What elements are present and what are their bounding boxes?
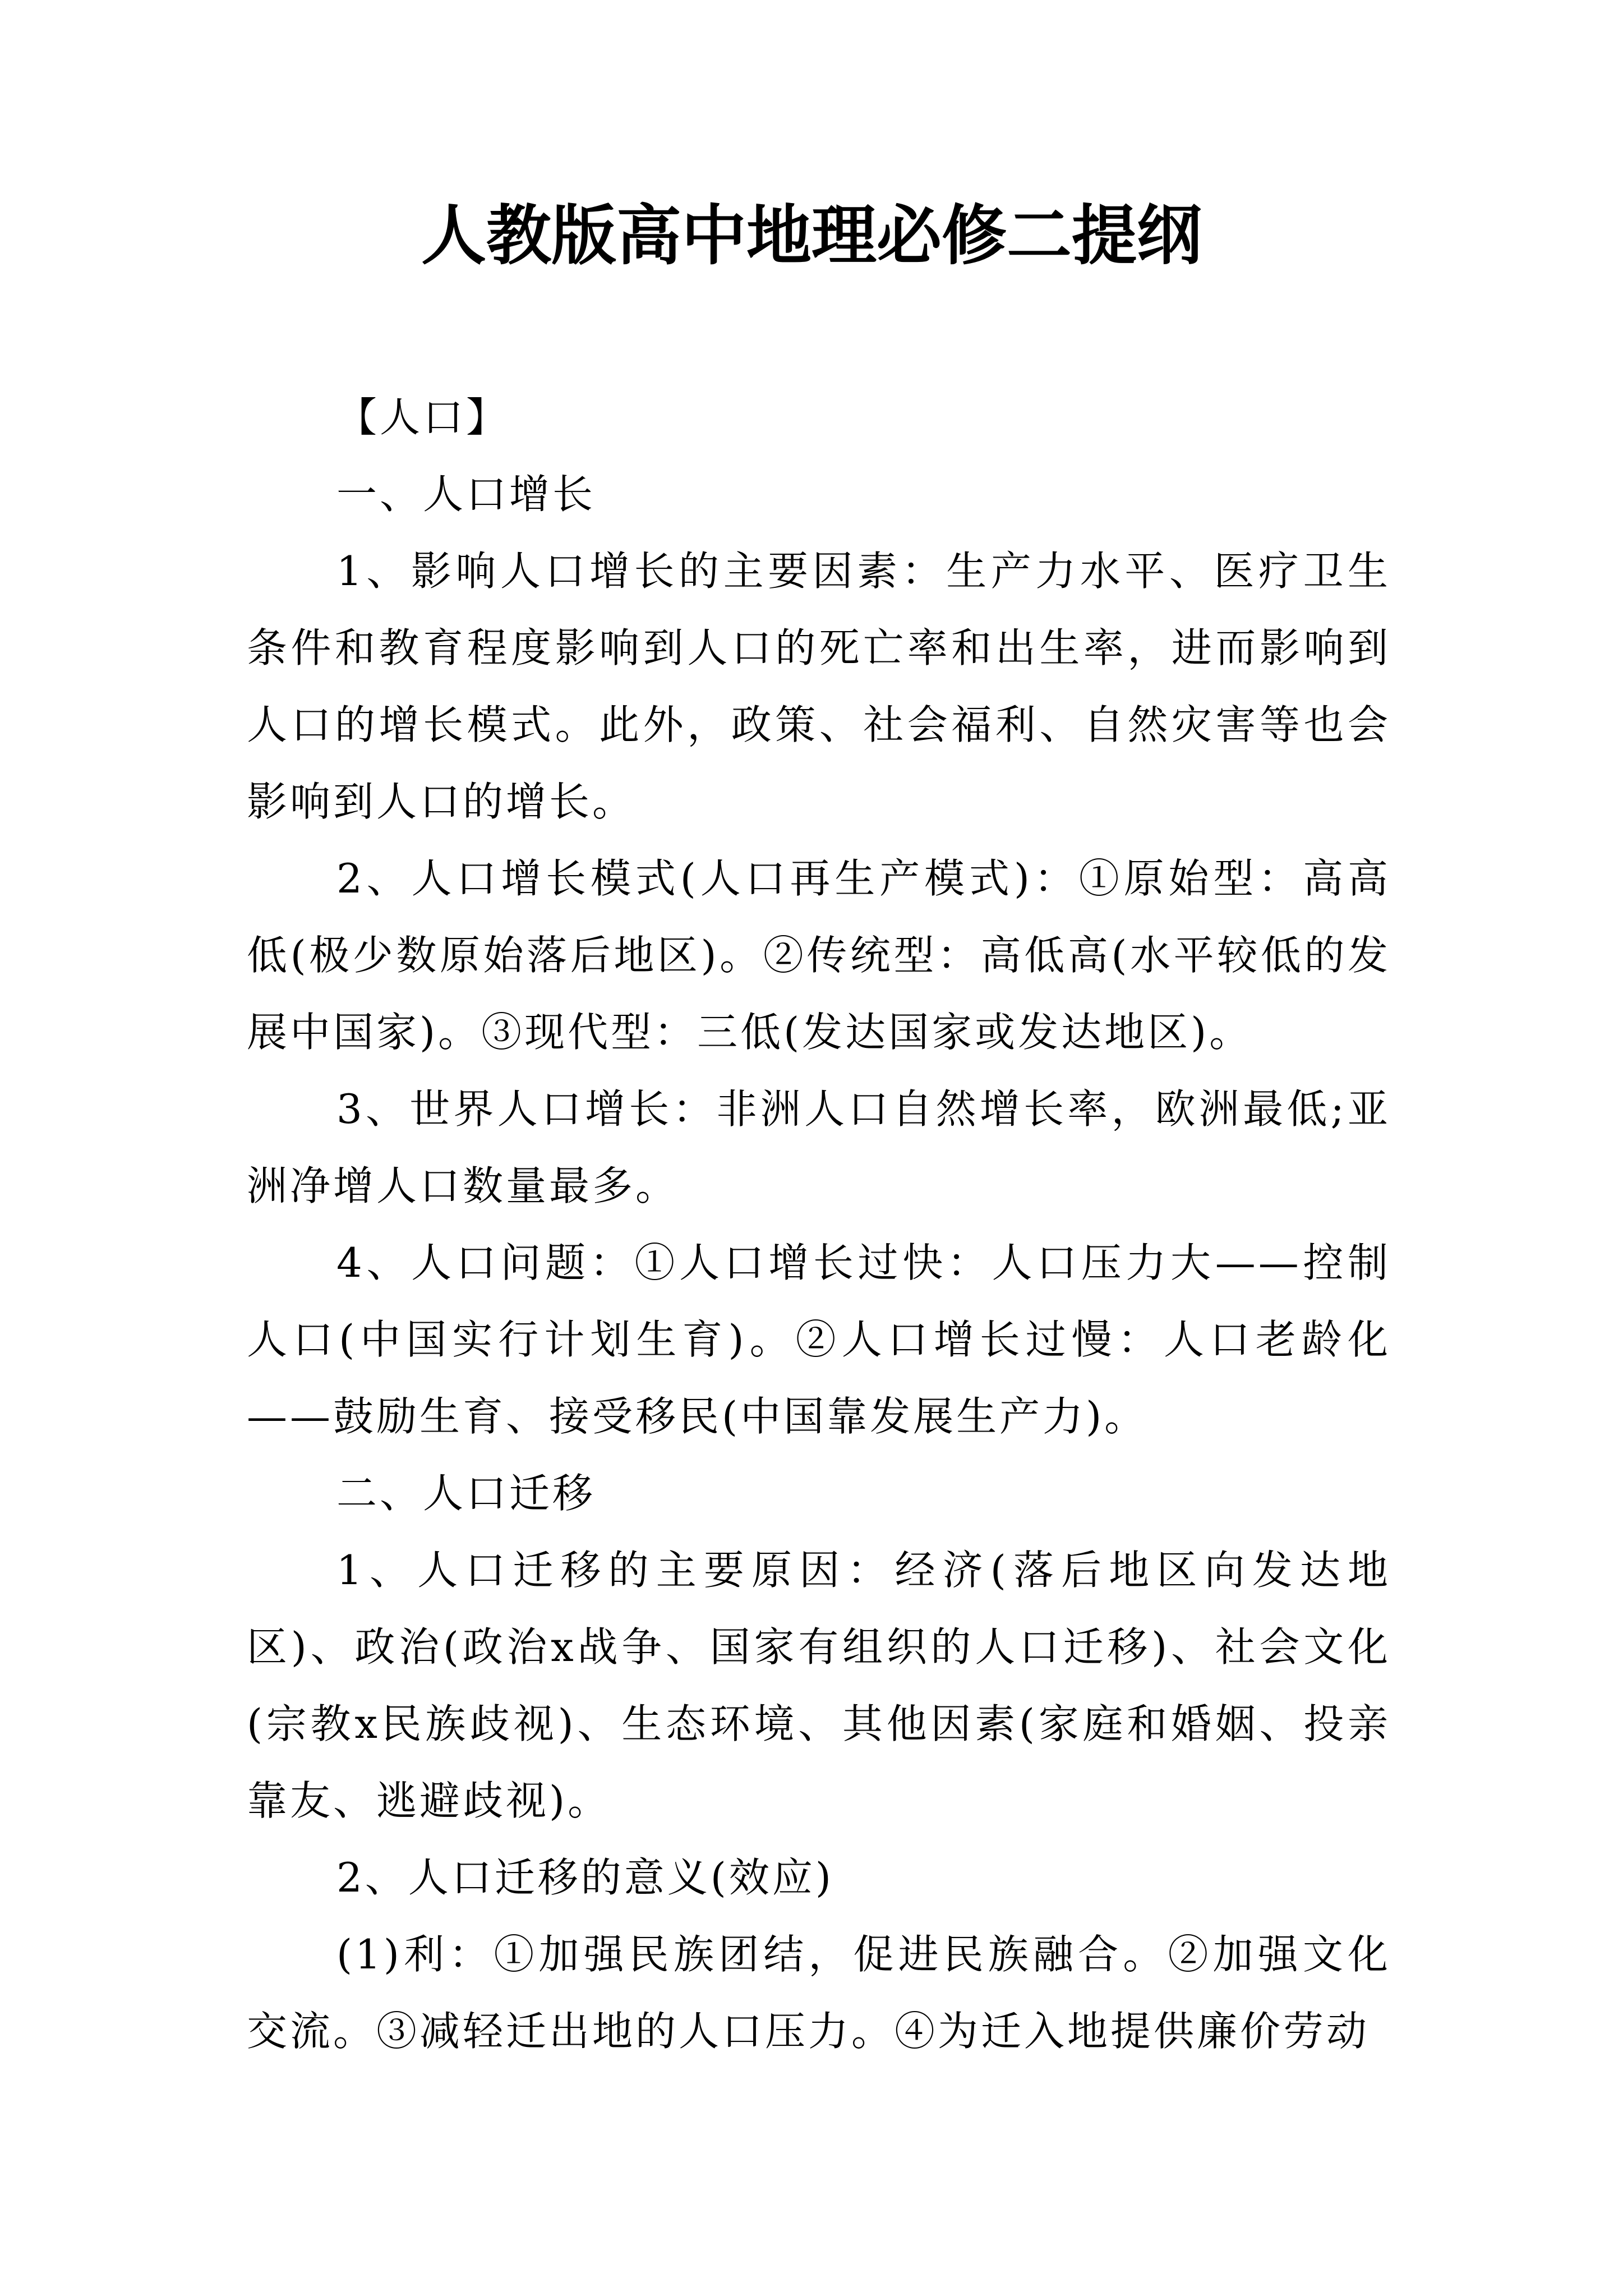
paragraph-growth-models: 2、人口增长模式(人口再生产模式)：①原始型：高高低(极少数原始落后地区)。②传统型：高低高(水平较低的发展中国家)。③现代型：三低(发达国家或发达地区)。 [247, 855, 1391, 1056]
heading-population-growth: 一、人口增长 [336, 471, 596, 518]
paragraph-growth-factors: 1、影响人口增长的主要因素：生产力水平、医疗卫生条件和教育程度影响到人口的死亡率和出生率，进而影响到人口的增长模式。此外，政策、社会福利、自然灾害等也会影响到人口的增长。 [247, 547, 1391, 825]
document-body [247, 379, 1391, 2070]
paragraph-migration-significance: 2、人口迁移的意义(效应) [336, 1854, 834, 1901]
heading-population-migration: 二、人口迁移 [336, 1470, 596, 1517]
section-heading-population: 【人口】 [336, 394, 510, 441]
paragraph-world-growth: 3、世界人口增长：非洲人口自然增长率，欧洲最低;亚洲净增人口数量最多。 [247, 1085, 1391, 1209]
document-title: 人教版高中地理必修二提纲 [421, 197, 1202, 274]
paragraph-migration-benefits: (1)利：①加强民族团结，促进民族融合。②加强文化交流。③减轻迁出地的人口压力。④为迁入地提供廉价劳动 [247, 1931, 1391, 2055]
paragraph-population-problems: 4、人口问题：①人口增长过快：人口压力大——控制人口(中国实行计划生育)。②人口增长过慢：人口老龄化——鼓励生育、接受移民(中国靠发展生产力)。 [247, 1239, 1391, 1440]
paragraph-migration-causes: 1、人口迁移的主要原因：经济(落后地区向发达地区)、政治(政治x战争、国家有组织的人口迁移)、社会文化(宗教x民族歧视)、生态环境、其他因素(家庭和婚姻、投亲靠友、逃避歧视)。 [247, 1547, 1391, 1824]
